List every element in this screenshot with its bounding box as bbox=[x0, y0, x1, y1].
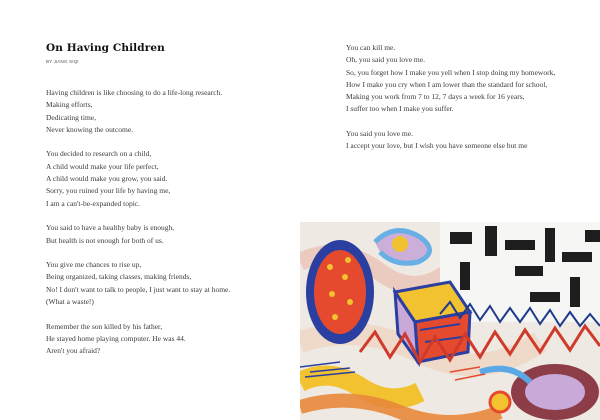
stanza bbox=[46, 222, 291, 247]
poem-line: You said you love me. bbox=[346, 129, 413, 139]
stanza bbox=[46, 259, 291, 308]
poem-line: Aren't you afraid? bbox=[46, 346, 101, 356]
poem-line: So, you forget how I make you yell when I stop doing my homework, bbox=[346, 67, 556, 77]
poem-line: Making you work from 7 to 12, 7 days a week for 16 years, bbox=[346, 92, 525, 102]
poem-line: He stayed home playing computer. He was 44. bbox=[46, 333, 186, 343]
poem-line: You give me chances to rise up, bbox=[46, 260, 142, 270]
stanza bbox=[46, 148, 291, 209]
poem-byline: BY JIANG SIQI bbox=[46, 59, 79, 64]
poem-line: Being organized, taking classes, making friends, bbox=[46, 272, 192, 282]
poem-title: On Having Children bbox=[46, 42, 165, 54]
poem-line: I suffer too when I make you suffer. bbox=[346, 104, 454, 114]
poem-line: No! I don't want to talk to people, I just want to stay at home. bbox=[46, 284, 231, 294]
poem-line: Having children is like choosing to do a life-long research. bbox=[46, 88, 223, 97]
left-column bbox=[46, 42, 291, 370]
poem-line: Sorry, you ruined your life by having me, bbox=[46, 186, 171, 196]
poem-line: But health is not enough for both of us. bbox=[46, 235, 164, 245]
poem-line: I accept your love, but I wish you have someone else but me bbox=[346, 141, 528, 151]
stanza bbox=[346, 42, 571, 116]
stanza bbox=[346, 128, 571, 153]
poem-line: How I make you cry when I am lower than the standard for school, bbox=[346, 79, 548, 89]
stanza bbox=[46, 87, 291, 136]
poem-line: Never knowing the outcome. bbox=[46, 124, 134, 134]
poem-line: You decided to research on a child, bbox=[46, 149, 152, 159]
poem-line: Remember the son killed by his father, bbox=[46, 321, 163, 331]
poem-line: A child would make your life perfect, bbox=[46, 161, 159, 171]
poem-line: A child would make you grow, you said. bbox=[46, 174, 168, 184]
poem-line: I am a can't-be-expanded topic. bbox=[46, 198, 141, 208]
poem-line: (What a waste!) bbox=[46, 297, 94, 307]
poem-line: Oh, you said you love me. bbox=[346, 55, 425, 65]
poem-line: Dedicating time, bbox=[46, 112, 96, 122]
crayon-drawing-image bbox=[300, 222, 600, 420]
right-column bbox=[346, 42, 571, 165]
left-stanzas bbox=[46, 87, 291, 358]
poem-line: You said to have a healthy baby is enough, bbox=[46, 223, 175, 233]
stanza bbox=[46, 321, 291, 358]
poem-line: You can kill me. bbox=[346, 43, 396, 52]
poem-line: Making efforts, bbox=[46, 100, 93, 110]
right-stanzas bbox=[346, 42, 571, 153]
